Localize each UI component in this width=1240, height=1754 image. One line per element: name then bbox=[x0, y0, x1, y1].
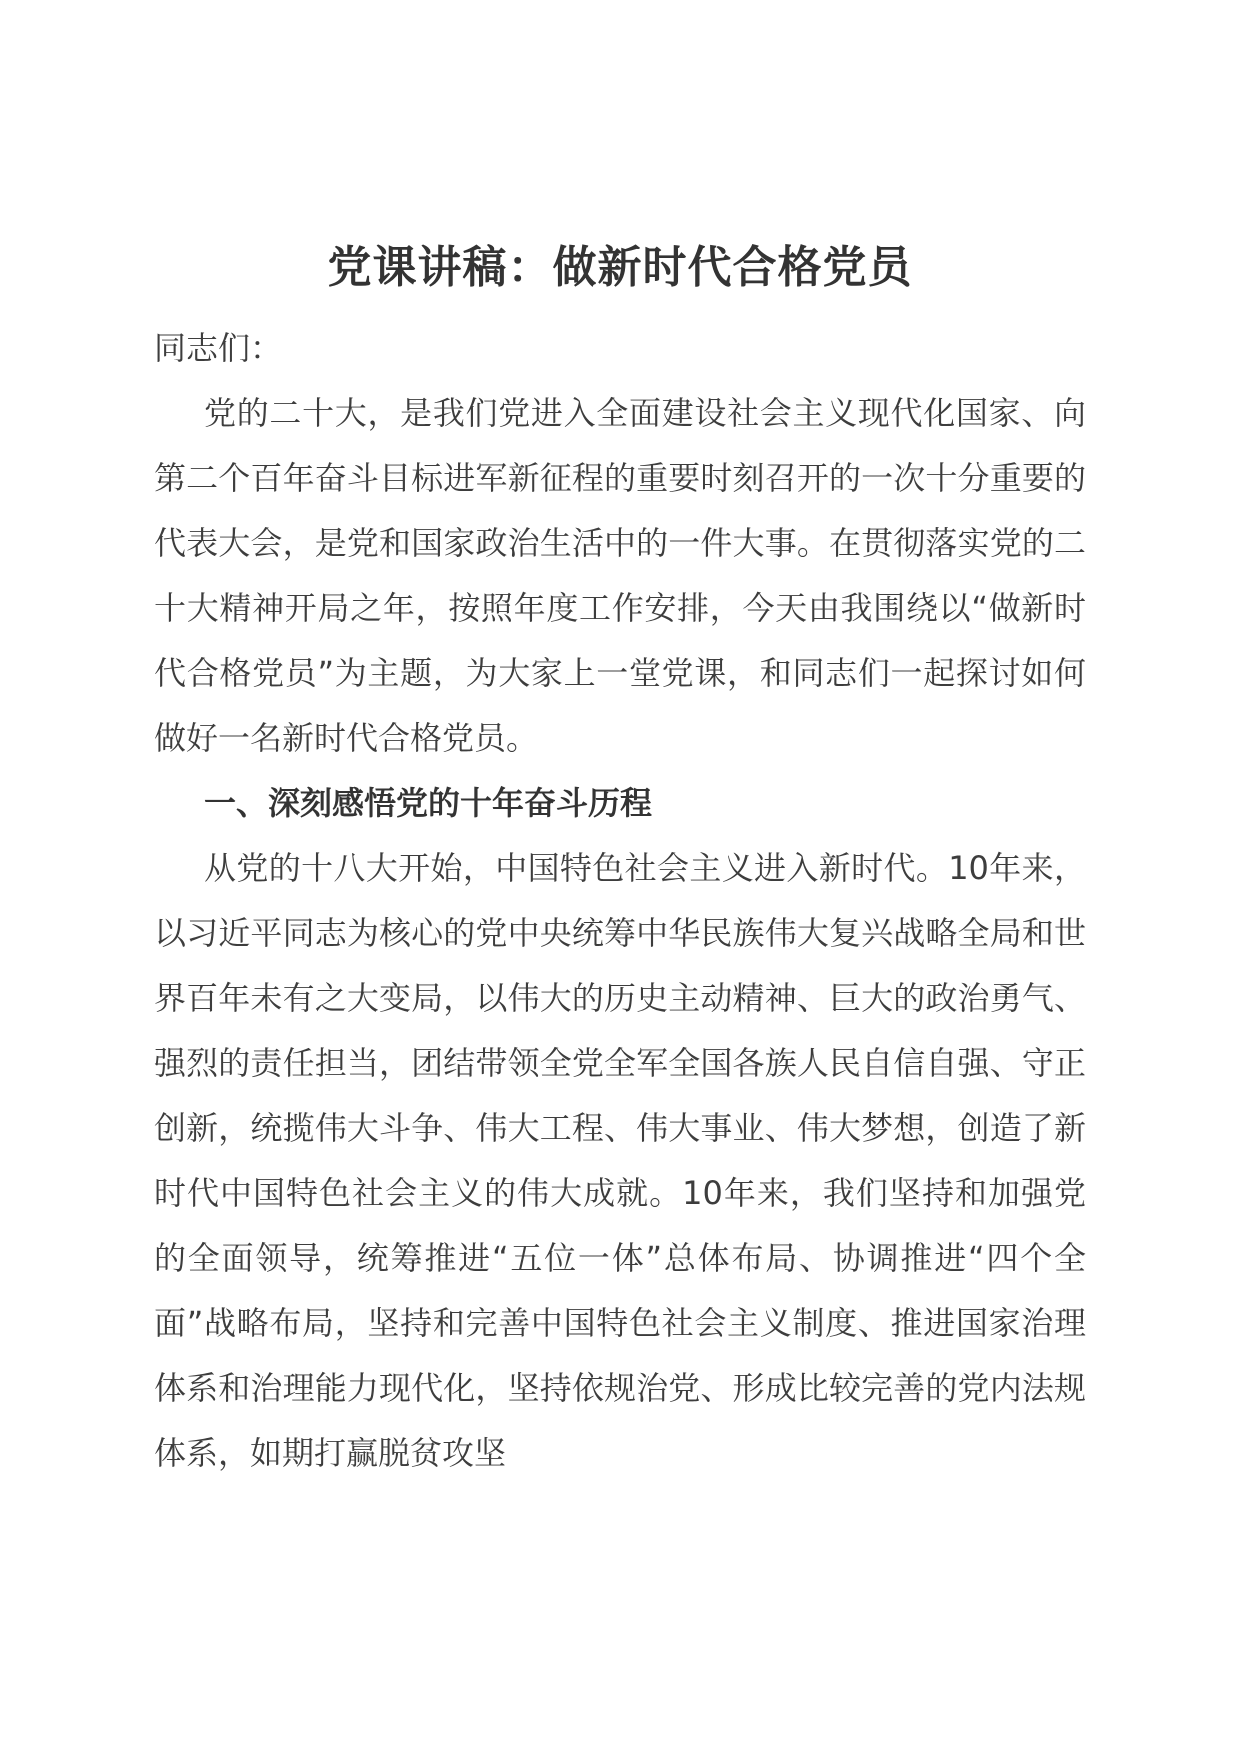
intro-paragraph: 党的二十大，是我们党进入全面建设社会主义现代化国家、向第二个百年奋斗目标进军新征程的重要时刻召开的一次十分重要的代表大会，是党和国家政治生活中的一件大事。在贯彻落实党的二十大精神开局之年，按照年度工作安排，今天由我围绕以“做新时代合格党员”为主题，为大家上一堂党课，和同志们一起探讨如何做好一名新时代合格党员。 bbox=[154, 394, 1086, 757]
salutation: 同志们： bbox=[154, 329, 283, 367]
document-title: 党课讲稿：做新时代合格党员 bbox=[327, 242, 913, 293]
document-body bbox=[154, 316, 1086, 1486]
section-paragraph: 从党的十八大开始，中国特色社会主义进入新时代。10年来，以习近平同志为核心的党中央统筹中华民族伟大复兴战略全局和世界百年未有之大变局，以伟大的历史主动精神、巨大的政治勇气、强烈的责任担当，团结带领全党全军全国各族人民自信自强、守正创新，统揽伟大斗争、伟大工程、伟大事业、伟大梦想，创造了新时代中国特色社会主义的伟大成就。10年来，我们坚持和加强党的全面领导，统筹推进“五位一体”总体布局、协调推进“四个全面”战略布局，坚持和完善中国特色社会主义制度、推进国家治理体系和治理能力现代化，坚持依规治党、形成比较完善的党内法规体系，如期打赢脱贫攻坚 bbox=[154, 849, 1086, 1472]
section-heading: 一、深刻感悟党的十年奋斗历程 bbox=[204, 784, 653, 822]
